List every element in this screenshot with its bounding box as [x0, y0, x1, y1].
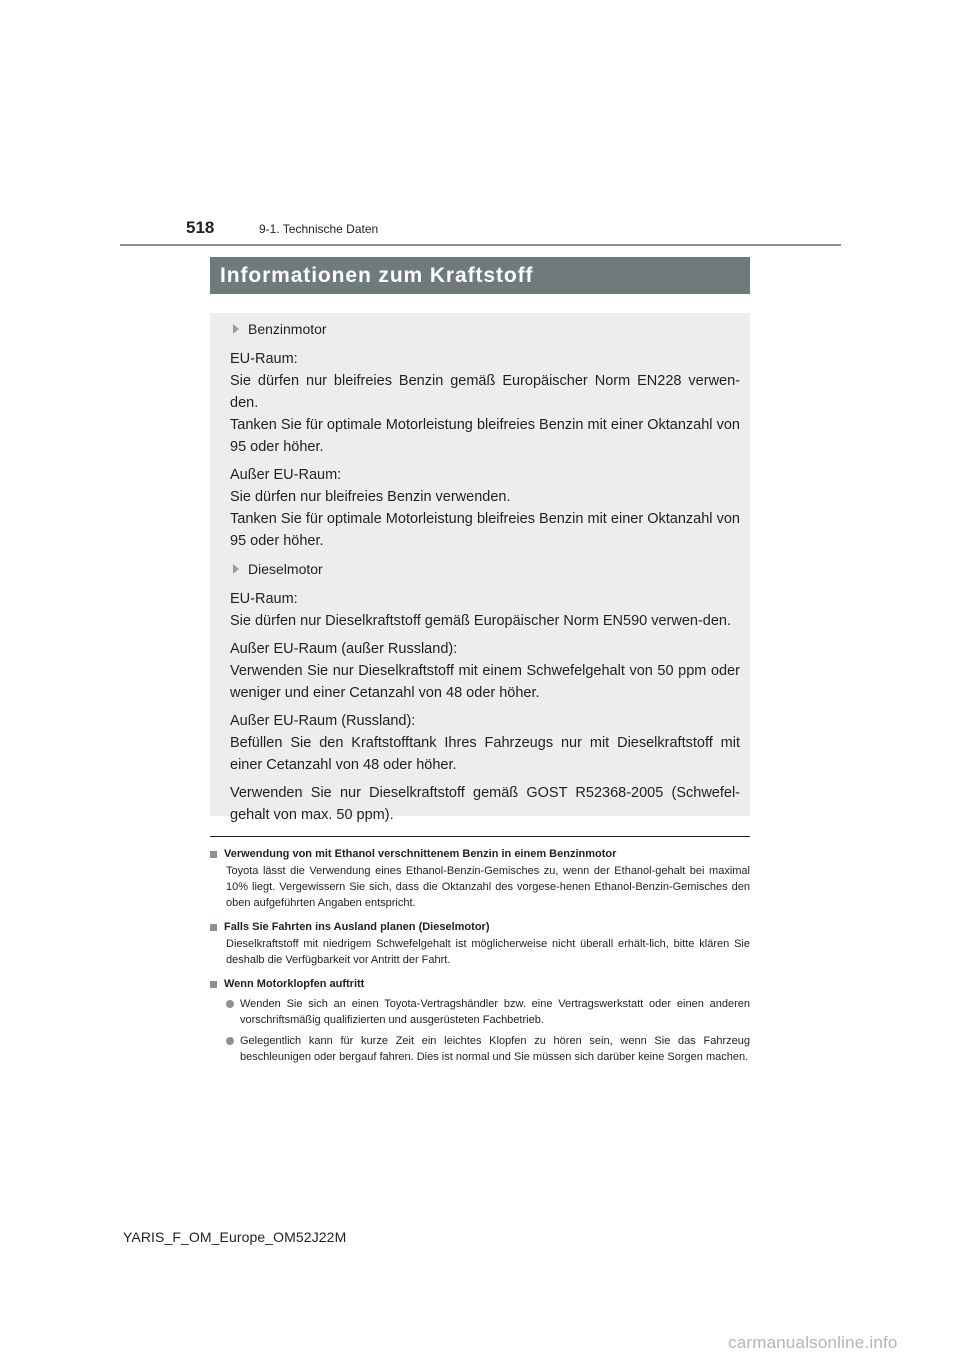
- petrol-non-eu-text: Sie dürfen nur bleifreies Benzin verwenden.: [230, 489, 511, 505]
- circle-bullet-icon: [226, 1037, 234, 1045]
- page-title: Informationen zum Kraftstoff: [220, 264, 534, 287]
- diesel-russia-paragraph: [230, 710, 740, 776]
- watermark: carmanualsonline.info: [728, 1333, 898, 1352]
- petrol-eu-text: Sie dürfen nur bleifreies Benzin gemäß Europäischer Norm EN228 verwen-den.: [230, 373, 740, 411]
- diesel-eu-label: EU-Raum:: [230, 591, 298, 607]
- petrol-non-eu-label: Außer EU-Raum:: [230, 467, 342, 483]
- note-heading-text: Falls Sie Fahrten ins Ausland planen (Dieselmotor): [224, 921, 490, 933]
- list-item: [226, 996, 750, 1028]
- square-bullet-icon: [210, 981, 217, 988]
- diesel-gost-paragraph: [230, 782, 740, 826]
- header-divider: [120, 244, 841, 246]
- diesel-non-eu-paragraph: [230, 638, 740, 704]
- note-body: Toyota lässt die Verwendung eines Ethanol-Benzin-Gemisches zu, wenn der Ethanol-gehalt bei maximal 10% liegt. Vergewissern Sie sich, dass die Oktanzahl des vorgese-henen Ethanol-Benzin-Gemisches den oben aufgeführten Angaben entspricht.: [226, 865, 750, 909]
- diesel-gost-text: Verwenden Sie nur Dieselkraftstoff gemäß GOST R52368-2005 (Schwefel-gehalt von max. 50 ppm).: [230, 785, 740, 823]
- note-heading-text: Verwendung von mit Ethanol verschnittenem Benzin in einem Benzinmotor: [224, 848, 617, 860]
- circle-bullet-icon: [226, 1000, 234, 1008]
- notes-section: [210, 846, 750, 1073]
- triangle-marker-icon: [233, 564, 239, 574]
- note-heading: [210, 919, 750, 936]
- page-number: 518: [186, 218, 215, 237]
- page-title-bar: [210, 257, 750, 294]
- note-body: Dieselkraftstoff mit niedrigem Schwefelgehalt ist möglicherweise nicht überall erhält-lich, bitte klären Sie deshalb die Verfügbarkeit vor Antritt der Fahrt.: [226, 938, 750, 966]
- diesel-russia-label: Außer EU-Raum (Russland):: [230, 713, 416, 729]
- note-engine-knocking: [210, 976, 750, 1065]
- diesel-eu-text: Sie dürfen nur Dieselkraftstoff gemäß Europäischer Norm EN590 verwen-den.: [230, 613, 732, 629]
- petrol-eu-label: EU-Raum:: [230, 351, 298, 367]
- section-label: 9-1. Technische Daten: [259, 222, 379, 236]
- diesel-non-eu-text: Verwenden Sie nur Dieselkraftstoff mit einem Schwefelgehalt von 50 ppm oder weniger und einer Cetanzahl von 48 oder höher.: [230, 663, 740, 701]
- square-bullet-icon: [210, 851, 217, 858]
- diesel-russia-text: Befüllen Sie den Kraftstofftank Ihres Fahrzeugs nur mit Dieselkraftstoff mit einer Cetanzahl von 48 oder höher.: [230, 735, 740, 773]
- petrol-non-eu-text: Tanken Sie für optimale Motorleistung bleifreies Benzin mit einer Oktanzahl von 95 oder höher.: [230, 511, 740, 549]
- note-heading: [210, 846, 750, 863]
- list-item: [226, 1033, 750, 1065]
- petrol-eu-text: Tanken Sie für optimale Motorleistung bleifreies Benzin mit einer Oktanzahl von 95 oder höher.: [230, 417, 740, 455]
- triangle-marker-icon: [233, 324, 239, 334]
- petrol-heading: [230, 318, 740, 340]
- note-heading: [210, 976, 750, 993]
- fuel-info-box: [210, 313, 750, 823]
- petrol-heading-label: Benzinmotor: [248, 321, 327, 337]
- petrol-eu-paragraph: [230, 348, 740, 458]
- diesel-eu-paragraph: [230, 588, 740, 632]
- diesel-heading-label: Dieselmotor: [248, 561, 323, 577]
- note-ethanol: [210, 846, 750, 911]
- diesel-heading: [230, 558, 740, 580]
- diesel-non-eu-label: Außer EU-Raum (außer Russland):: [230, 641, 458, 657]
- square-bullet-icon: [210, 924, 217, 931]
- petrol-non-eu-paragraph: [230, 464, 740, 552]
- bullet-text: Gelegentlich kann für kurze Zeit ein leichtes Klopfen zu hören sein, wenn Sie das Fahrzeug beschleunigen oder bergauf fahren. Dies ist normal und Sie müssen sich darüber keine Sorgen machen.: [240, 1035, 750, 1063]
- note-heading-text: Wenn Motorklopfen auftritt: [224, 978, 365, 990]
- bullet-text: Wenden Sie sich an einen Toyota-Vertragshändler bzw. eine Vertragswerkstatt oder einen anderen vorschriftsmäßig qualifizierten und ausgerüsteten Fachbetrieb.: [240, 998, 750, 1026]
- notes-divider: [210, 836, 750, 837]
- note-travel-abroad: [210, 919, 750, 968]
- document-code: YARIS_F_OM_Europe_OM52J22M: [123, 1229, 347, 1245]
